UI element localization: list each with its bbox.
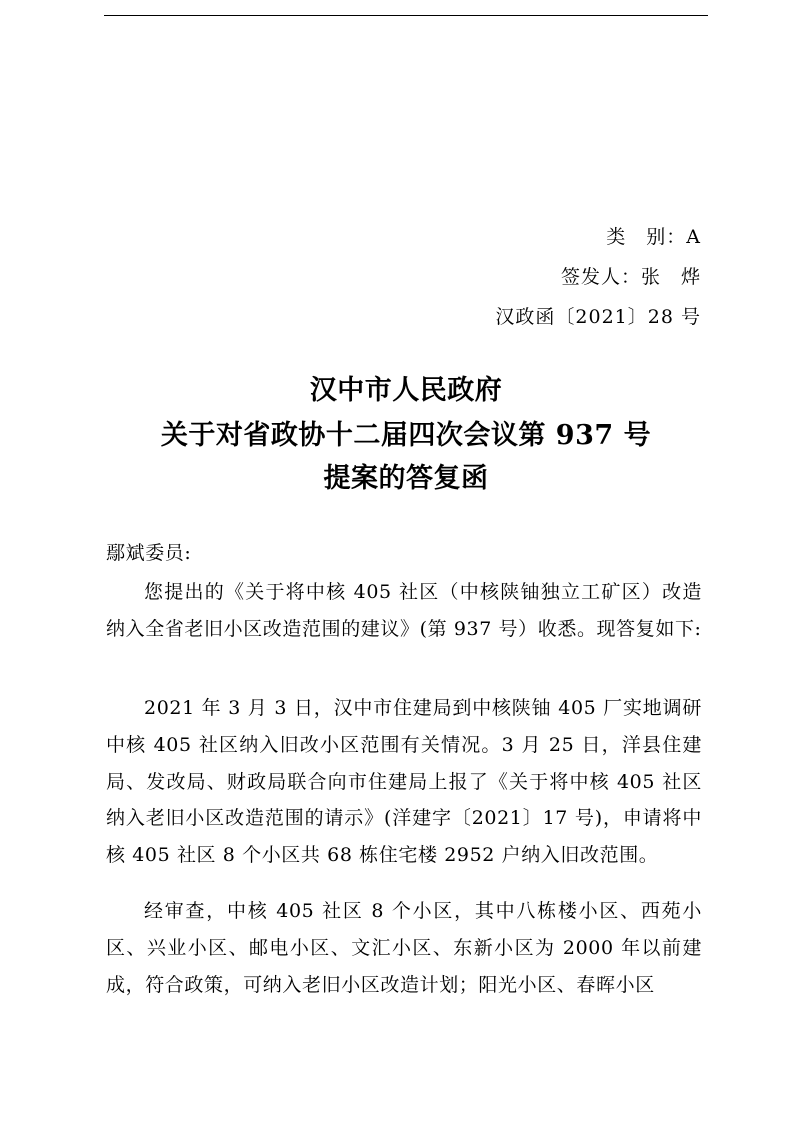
salutation: 鄢斌委员: — [106, 542, 192, 564]
document-number: 汉政函〔2021〕28 号 — [495, 306, 701, 328]
body-paragraph-3 — [106, 893, 702, 1007]
header-rule — [104, 15, 708, 16]
body-paragraph-2 — [106, 690, 702, 878]
paragraph-text: 经审查，中核 405 社区 8 个小区，其中八栋楼小区、西苑小区、兴业小区、邮电小区、文汇小区、东新小区为 2000 年以前建成，符合政策，可纳入老旧小区改造计划；阳光小区、春晖小区 — [106, 900, 702, 996]
document-title-line-3: 提案的答复函 — [323, 463, 489, 494]
paragraph-text: 2021 年 3 月 3 日，汉中市住建局到中核陕铀 405 厂实地调研中核 405 社区纳入旧改小区范围有关情况。3 月 25 日，洋县住建局、发改局、财政局联合向市住建局上报了《关于将中核 405 社区纳入老旧小区改造范围的请示》(洋建字〔2021〕17 号)，申请将中核 405 社区 8 个小区共 68 栋住宅楼 2952 户纳入旧改范围。 — [106, 697, 702, 867]
paragraph-text: 您提出的《关于将中核 405 社区（中核陕铀独立工矿区）改造纳入全省老旧小区改造范围的建议》(第 937 号）收悉。现答复如下: — [106, 581, 702, 640]
document-category: 类 别：A — [606, 226, 701, 248]
body-paragraph-1 — [106, 574, 702, 652]
document-title-line-1: 汉中市人民政府 — [309, 375, 503, 406]
document-signer: 签发人：张 烨 — [560, 266, 701, 288]
document-title-line-2: 关于对省政协十二届四次会议第 937 号 — [160, 420, 652, 451]
